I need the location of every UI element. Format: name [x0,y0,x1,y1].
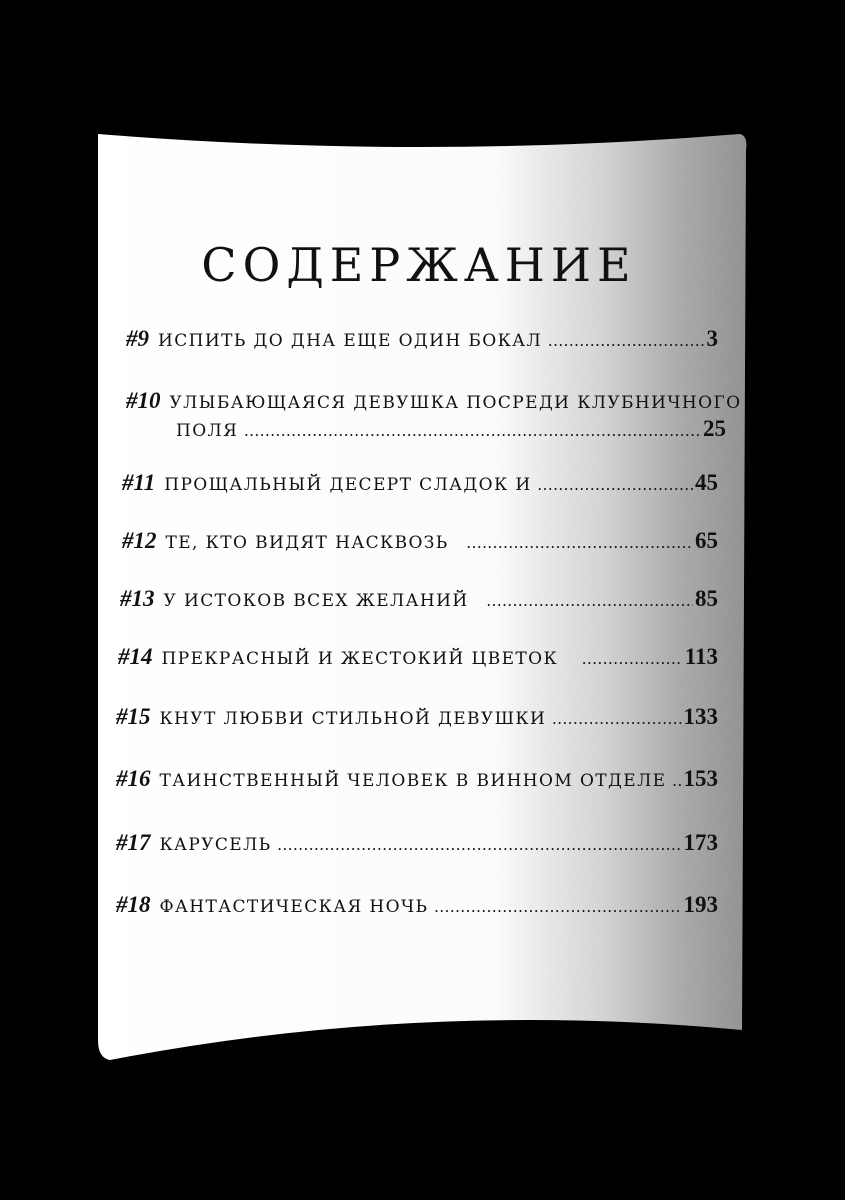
toc-entry[interactable] [116,704,718,730]
chapter-number: #9 [126,326,149,351]
leader-dots [487,591,693,611]
chapter-title: У ИСТОКОВ ВСЕХ ЖЕЛАНИЙ [163,591,469,611]
leader-dots [467,533,693,553]
chapter-number: #10 [126,388,161,413]
leader-dots [538,475,693,495]
toc-entry[interactable] [122,470,718,496]
chapter-title: ФАНТАСТИЧЕСКАЯ НОЧЬ [159,897,429,917]
page-number: 133 [683,704,718,729]
page-title: СОДЕРЖАНИЕ [201,238,637,292]
toc-entry[interactable] [116,892,718,918]
page-number: 113 [684,644,718,669]
chapter-number: #14 [118,644,153,669]
chapter-title: ТАИНСТВЕННЫЙ ЧЕЛОВЕК В ВИННОМ ОТДЕЛЕ [159,771,667,791]
chapter-title: ПРЕКРАСНЫЙ И ЖЕСТОКИЙ ЦВЕТОК [161,649,559,669]
page-number: 173 [683,830,718,855]
chapter-number: #11 [122,470,156,495]
leader-dots [434,897,681,917]
toc-entry[interactable] [126,326,718,352]
chapter-number: #17 [116,830,151,855]
chapter-title: УЛЫБАЮЩАЯСЯ ДЕВУШКА ПОСРЕДИ КЛУБНИЧНОГО [169,393,742,413]
toc-entry[interactable] [116,766,718,792]
chapter-title: ИСПИТЬ ДО ДНА ЕЩЕ ОДИН БОКАЛ [158,331,543,351]
chapter-number: #12 [122,528,157,553]
chapter-number: #13 [120,586,155,611]
chapter-title: КАРУСЕЛЬ [159,835,272,855]
page-number: 65 [695,528,718,553]
chapter-number: #18 [116,892,151,917]
chapter-title-continued: ПОЛЯ [176,421,239,441]
chapter-title: ПРОЩАЛЬНЫЙ ДЕСЕРТ СЛАДОК И [164,475,532,495]
leader-dots [672,771,681,791]
page-number: 25 [703,416,726,441]
chapter-title: ТЕ, КТО ВИДЯТ НАСКВОЗЬ [165,533,449,553]
leader-dots [278,835,682,855]
page-number: 45 [695,470,718,495]
chapter-number: #16 [116,766,151,791]
chapter-number: #15 [116,704,151,729]
toc-entry[interactable] [116,830,718,856]
page-number: 153 [683,766,718,791]
page-number: 3 [706,326,718,351]
toc-entry[interactable] [122,528,718,554]
leader-dots [244,421,701,441]
page-number: 85 [695,586,718,611]
chapter-title: КНУТ ЛЮБВИ СТИЛЬНОЙ ДЕВУШКИ [159,709,547,729]
contents-card [90,130,748,1062]
leader-dots [582,649,683,669]
leader-dots [548,331,704,351]
leader-dots [552,709,681,729]
toc-entry[interactable] [118,644,718,670]
toc-entry[interactable] [126,388,742,442]
toc-entry[interactable] [120,586,718,612]
page-number: 193 [683,892,718,917]
